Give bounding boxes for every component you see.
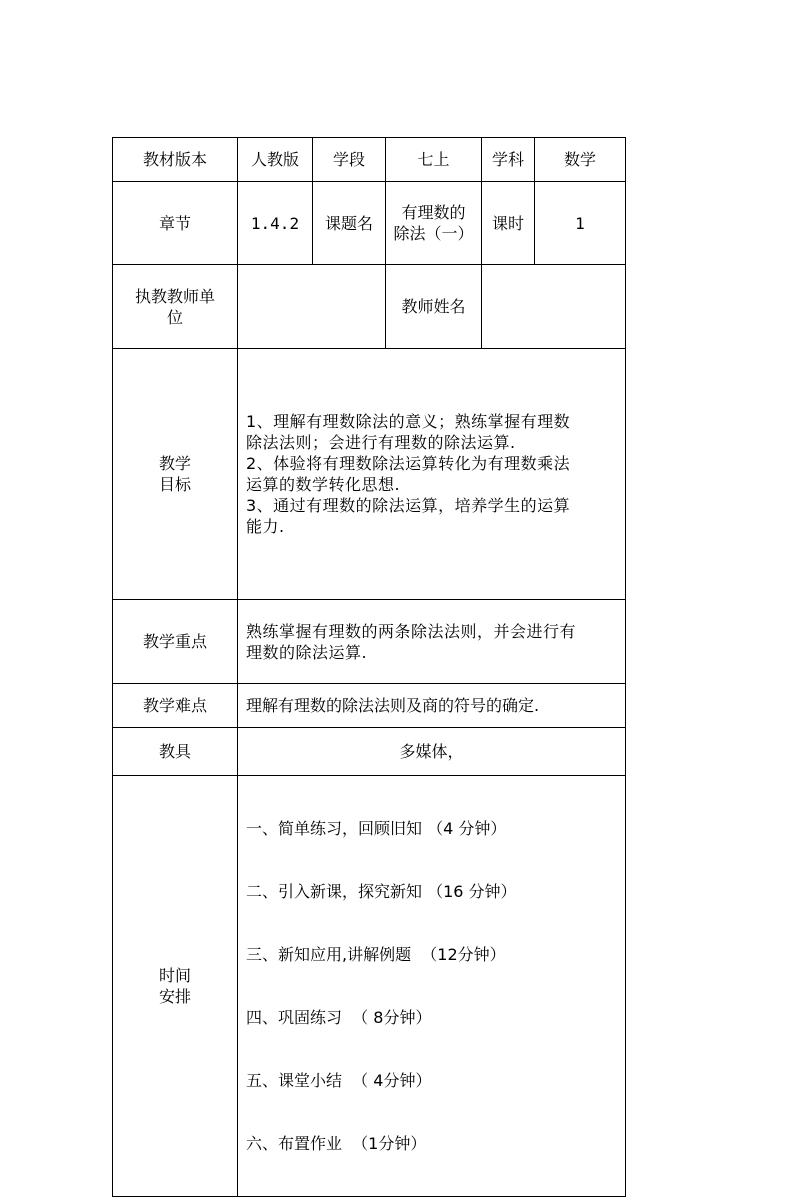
objectives-label <box>113 349 238 600</box>
period-value: 1 <box>535 182 626 265</box>
objective-line: 1、理解有理数除法的意义；熟练掌握有理数 <box>246 412 571 431</box>
schedule-content <box>238 776 626 1197</box>
stage-value: 七上 <box>386 138 482 182</box>
topic-line-2: 除法（一） <box>393 224 474 243</box>
objectives-label-line-1: 教学 <box>158 454 191 473</box>
objective-line: 除法法则；会进行有理数的除法运算. <box>246 433 516 452</box>
schedule-item: 四、巩固练习 （ 8分钟） <box>246 1008 432 1027</box>
objectives-label-line-2: 目标 <box>158 475 191 494</box>
schedule-label <box>113 776 238 1197</box>
tools-row <box>113 728 626 776</box>
schedule-item: 六、布置作业 （1分钟） <box>246 1134 427 1153</box>
objective-line: 3、通过有理数的除法运算，培养学生的运算 <box>246 496 571 515</box>
difficulties-row <box>113 684 626 728</box>
unit-label-line-1: 执教教师单 <box>134 286 215 306</box>
difficulties-label: 教学难点 <box>113 684 238 728</box>
subject-label: 学科 <box>482 138 535 182</box>
difficulties-content: 理解有理数的除法法则及商的符号的确定. <box>238 684 626 728</box>
unit-label-line-2: 位 <box>166 307 183 327</box>
schedule-label-line-1: 时间 <box>158 966 191 985</box>
tools-content: 多媒体， <box>238 728 626 776</box>
tools-label: 教具 <box>113 728 238 776</box>
topic-label: 课题名 <box>313 182 386 265</box>
teacher-label: 教师姓名 <box>386 265 482 349</box>
key-points-content <box>238 600 626 684</box>
chapter-label: 章节 <box>113 182 238 265</box>
objective-line: 运算的数学转化思想. <box>246 475 401 494</box>
schedule-label-line-2: 安排 <box>158 987 191 1006</box>
unit-label <box>113 265 238 349</box>
textbook-value: 人教版 <box>238 138 313 182</box>
key-point-line: 熟练掌握有理数的两条除法法则，并会进行有 <box>246 621 577 641</box>
unit-value <box>238 265 386 349</box>
teacher-row <box>113 265 626 349</box>
chapter-row <box>113 182 626 265</box>
period-label: 课时 <box>482 182 535 265</box>
key-point-line: 理数的除法运算. <box>246 642 368 662</box>
objectives-content <box>238 349 626 600</box>
stage-label: 学段 <box>313 138 386 182</box>
textbook-label: 教材版本 <box>113 138 238 182</box>
teacher-value <box>482 265 626 349</box>
objectives-row <box>113 349 626 600</box>
key-points-row <box>113 600 626 684</box>
schedule-item: 五、课堂小结 （ 4分钟） <box>246 1071 432 1090</box>
topic-line-1: 有理数的 <box>401 203 466 222</box>
chapter-value: 1.4.2 <box>238 182 313 265</box>
topic-value <box>386 182 482 265</box>
key-points-label: 教学重点 <box>113 600 238 684</box>
schedule-item: 二、引入新课，探究新知 （16 分钟） <box>246 882 517 901</box>
lesson-plan-table <box>112 137 626 1197</box>
schedule-row <box>113 776 626 1197</box>
schedule-item: 一、简单练习，回顾旧知 （4 分钟） <box>246 819 507 838</box>
subject-value: 数学 <box>535 138 626 182</box>
objective-line: 2、体验将有理数除法运算转化为有理数乘法 <box>246 454 571 473</box>
objective-line: 能力. <box>246 517 285 536</box>
schedule-item: 三、新知应用,讲解例题 （12分钟） <box>246 945 506 964</box>
header-row <box>113 138 626 182</box>
